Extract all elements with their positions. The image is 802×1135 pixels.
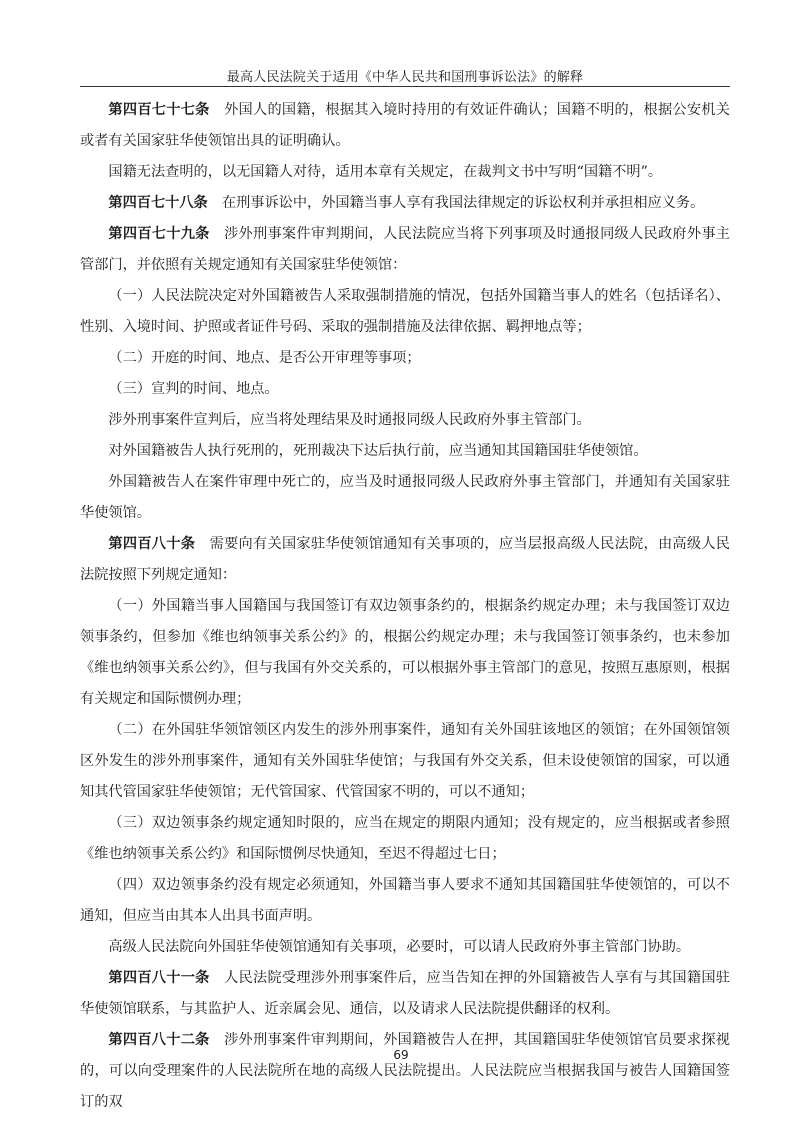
paragraph-text: 高级人民法院向外国驻华使领馆通知有关事项，必要时，可以请人民政府外事主管部门协助。 (108, 939, 691, 955)
paragraph (80, 529, 730, 591)
paragraph (80, 281, 730, 343)
paragraph-text: 需要向有关国家驻华使领馆通知有关事项的，应当层报高级人民法院，由高级人民法院按照下列规定通知： (80, 536, 730, 583)
paragraph-text: （三）双边领事条约规定通知时限的，应当在规定的期限内通知；没有规定的，应当根据或者参照《维也纳领事关系公约》和国际惯例尽快通知，至迟不得超过七日； (80, 815, 730, 862)
page-number: 69 (393, 1048, 409, 1062)
paragraph-text: （二）在外国驻华领馆领区内发生的涉外刑事案件，通知有关外国驻该地区的领馆；在外国领馆领区外发生的涉外刑事案件，通知有关外国驻华使馆；与我国有外交关系，但未设使领馆的国家，可以通知其代管国家驻华使领馆；无代管国家、代管国家不明的，可以不通知； (80, 722, 730, 800)
article-number: 第四百七十七条 (108, 102, 210, 118)
paragraph (80, 715, 730, 808)
paragraph-text: 国籍无法查明的，以无国籍人对待，适用本章有关规定，在裁判文书中写明“国籍不明”。 (108, 164, 663, 180)
paragraph (80, 1025, 730, 1118)
paragraph (80, 95, 730, 157)
article-number: 第四百七十九条 (108, 226, 210, 242)
paragraph-text: 对外国籍被告人执行死刑的，死刑裁决下达后执行前，应当通知其国籍国驻华使领馆。 (108, 443, 648, 459)
running-header: 最高人民法院关于适用《中华人民共和国刑事诉讼法》的解释 (226, 70, 584, 85)
paragraph-text: （二）开庭的时间、地点、是否公开审理等事项； (108, 350, 421, 366)
paragraph (80, 219, 730, 281)
article-number: 第四百八十一条 (108, 970, 210, 986)
paragraph (80, 374, 730, 405)
paragraph (80, 870, 730, 932)
paragraph-text: 在刑事诉讼中，外国籍当事人享有我国法律规定的诉讼权利并承担相应义务。 (207, 195, 705, 211)
paragraph-text: （一）外国籍当事人国籍国与我国签订有双边领事条约的，根据条约规定办理；未与我国签订双边领事条约，但参加《维也纳领事关系公约》的，根据公约规定办理；未与我国签订领事条约，也未参加《维也纳领事关系公约》，但与我国有外交关系的，可以根据外事主管部门的意见，按照互惠原则，根据有关规定和国际惯例办理； (80, 598, 730, 707)
article-number: 第四百八十二条 (108, 1032, 210, 1048)
paragraph (80, 436, 730, 467)
paragraph-text: （四）双边领事条约没有规定必须通知，外国籍当事人要求不通知其国籍国驻华使领馆的，可以不通知，但应当由其本人出具书面声明。 (80, 877, 730, 924)
document-body (80, 95, 730, 1118)
article-number: 第四百八十条 (108, 536, 196, 552)
article-number: 第四百七十八条 (108, 195, 208, 211)
paragraph-text: 涉外刑事案件宣判后，应当将处理结果及时通报同级人民政府外事主管部门。 (108, 412, 591, 428)
paragraph (80, 343, 730, 374)
paragraph (80, 932, 730, 963)
paragraph-text: （三）宣判的时间、地点。 (108, 381, 279, 397)
paragraph-text: 外国人的国籍，根据其入境时持用的有效证件确认；国籍不明的，根据公安机关或者有关国家驻华使领馆出具的证明确认。 (80, 102, 730, 149)
paragraph (80, 963, 730, 1025)
paragraph (80, 467, 730, 529)
paragraph (80, 157, 730, 188)
paragraph (80, 808, 730, 870)
paragraph-text: 外国籍被告人在案件审理中死亡的，应当及时通报同级人民政府外事主管部门，并通知有关国家驻华使领馆。 (80, 474, 730, 521)
paragraph (80, 188, 730, 219)
paragraph-text: （一）人民法院决定对外国籍被告人采取强制措施的情况，包括外国籍当事人的姓名（包括译名）、性别、入境时间、护照或者证件号码、采取的强制措施及法律依据、羁押地点等； (80, 288, 730, 335)
header-divider (80, 86, 730, 87)
paragraph-text: 涉外刑事案件审判期间，人民法院应当将下列事项及时通报同级人民政府外事主管部门，并依照有关规定通知有关国家驻华使领馆： (80, 226, 730, 273)
paragraph (80, 405, 730, 436)
paragraph (80, 591, 730, 715)
paragraph-text: 涉外刑事案件审判期间，外国籍被告人在押，其国籍国驻华使领馆官员要求探视的，可以向受理案件的人民法院所在地的高级人民法院提出。人民法院应当根据我国与被告人国籍国签订的双 (80, 1032, 730, 1110)
paragraph-text: 人民法院受理涉外刑事案件后，应当告知在押的外国籍被告人享有与其国籍国驻华使领馆联系，与其监护人、近亲属会见、通信，以及请求人民法院提供翻译的权利。 (80, 970, 730, 1017)
